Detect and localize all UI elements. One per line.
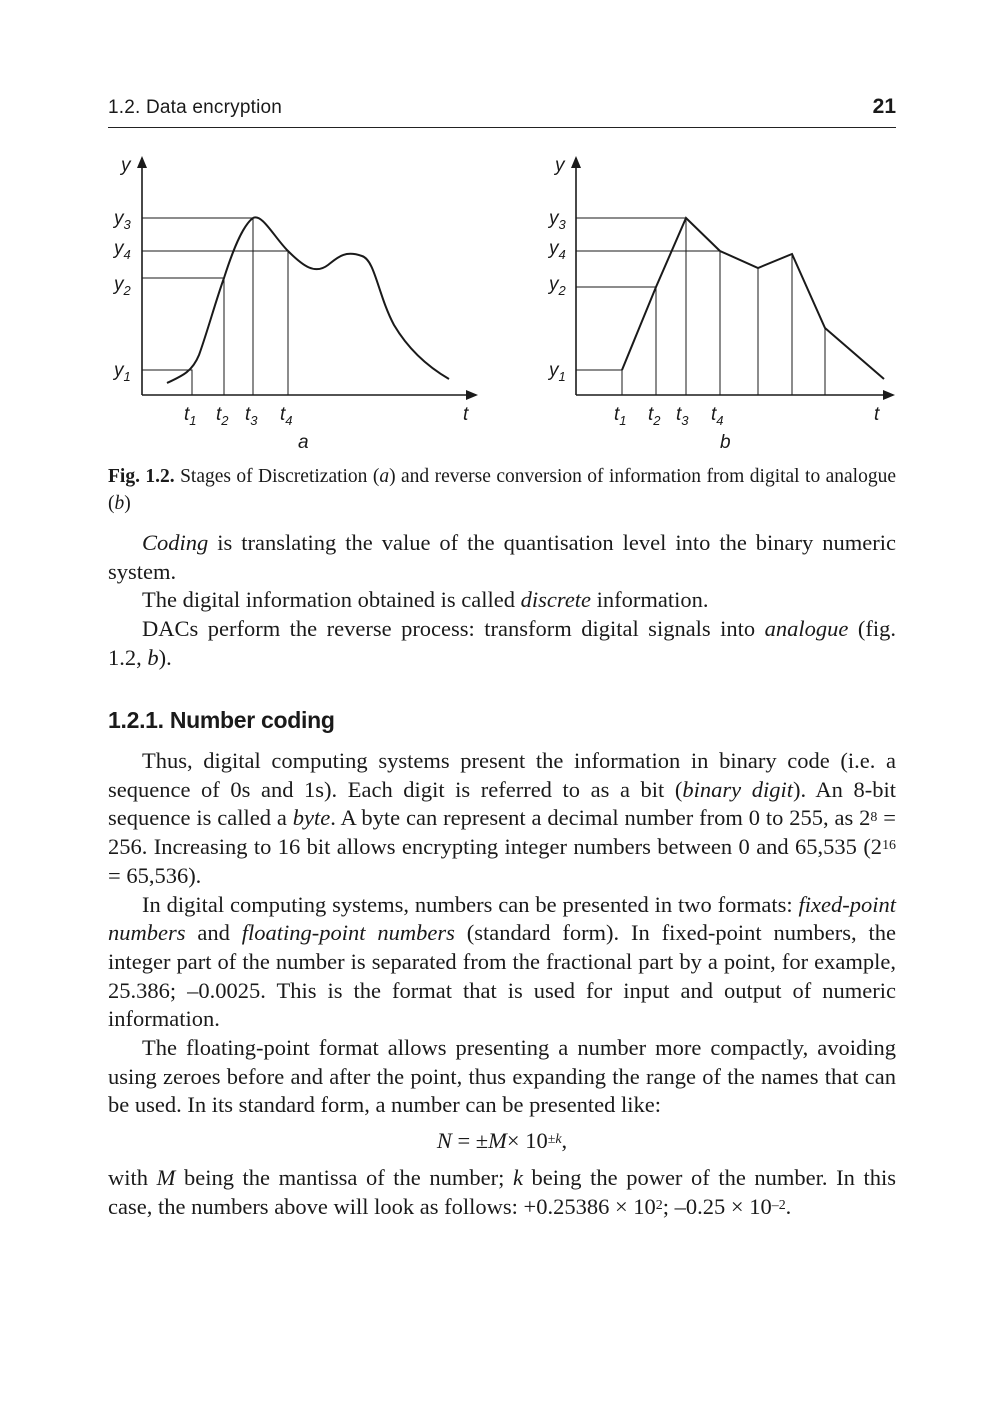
p7-d: ; –0.25 × 10: [662, 1193, 772, 1219]
analogue-signal-curve: [167, 217, 449, 383]
formula-times: × 10: [506, 1128, 548, 1154]
x-tick-t1-a: $t_1$: [184, 404, 197, 428]
caption-text-3: ): [124, 493, 131, 514]
panel-label-b: b: [720, 432, 731, 453]
section-heading: 1.2.1. Number coding: [108, 707, 335, 733]
paragraph-binary: [108, 747, 896, 891]
caption-text-2: ) and reverse conversion of information from digital to analogue (: [108, 466, 896, 514]
y-tick-y2-a: $y_2$: [114, 274, 131, 298]
intro-paragraphs: [108, 529, 896, 673]
p5-c: (standard form). In fixed-point numbers, the integer part of the number is separated from the fractional part by a point, for example, 25.386; –0.0025. This is the format that is used for input and output of numeric information.: [108, 920, 896, 1032]
panel-label-a: a: [298, 432, 309, 453]
paragraph-formats: [108, 891, 896, 1035]
formula-n: N: [436, 1128, 452, 1154]
y-tick-y3-b: $y_3$: [549, 208, 566, 232]
p7-m: M: [156, 1164, 176, 1190]
x-tick-t4-b: $t_4$: [711, 404, 724, 428]
p4-a: Thus, digital computing systems present the information in binary code (i.e. a sequence of 0s and 1s). Each digit is referred to as a bit (: [108, 748, 896, 802]
guide-y2-b: [576, 287, 656, 395]
p1-rest: is translating the value of the quantisation level into the binary numeric system.: [108, 530, 896, 584]
x-tick-t2-a: $t_2$: [216, 404, 229, 428]
p7-sup1: 2: [655, 1197, 663, 1213]
paragraph-coding: [108, 529, 896, 586]
guide-y3-b: [576, 218, 686, 395]
section-running-title: 1.2. Data encryption: [108, 97, 283, 118]
x-axis-label-a: t: [463, 404, 469, 425]
figure-1-2: [0, 140, 1000, 460]
chart-panel-a: [112, 155, 476, 453]
y-axis-label-b: y: [555, 155, 565, 176]
p4-d: = 256. Increasing to 16 bit allows encrypting integer numbers between 0 and 65,535 (2: [108, 805, 896, 860]
term-analogue: analogue: [764, 616, 849, 642]
p5-b: and: [185, 920, 242, 946]
p2-a: The digital information obtained is called: [142, 587, 521, 613]
formula: [108, 1127, 896, 1156]
p2-b: information.: [591, 587, 709, 613]
y-tick-y1-a: $y_1$: [114, 360, 131, 384]
p3-b-italic: b: [147, 644, 159, 670]
term-byte: byte: [292, 805, 331, 831]
y-tick-y2-b: $y_2$: [549, 274, 566, 298]
p4-c: . A byte can represent a decimal number from 0 to 255, as 2: [330, 805, 871, 831]
x-axis-label-b: t: [874, 404, 880, 425]
p3-a: DACs perform the reverse process: transform digital signals into: [142, 616, 765, 642]
caption-a: a: [379, 466, 390, 487]
y-tick-y1-b: $y_1$: [549, 360, 566, 384]
guide-y4-a: [142, 251, 288, 395]
caption-label: Fig. 1.2.: [108, 466, 175, 487]
y-tick-y4-b: $y_4$: [549, 238, 566, 262]
caption-b: b: [114, 493, 125, 514]
page-number: 21: [872, 95, 896, 118]
p7-e: .: [785, 1193, 792, 1219]
p7-sup2: –2: [771, 1197, 786, 1213]
guide-y2-a: [142, 278, 224, 395]
p7-k: k: [512, 1164, 523, 1190]
y-tick-y3-a: $y_3$: [114, 208, 131, 232]
p4-b: ). An 8-bit sequence is called a: [108, 776, 897, 831]
p5-a: In digital computing systems, numbers can be presented in two formats:: [142, 891, 799, 917]
formula-mid: = ±: [451, 1128, 489, 1154]
paragraph-dacs: [108, 615, 896, 672]
figure-caption: [108, 463, 896, 517]
caption-text-1: Stages of Discretization (: [174, 466, 380, 487]
x-tick-t4-a: $t_4$: [280, 404, 293, 428]
reconstructed-signal-polyline: [622, 218, 884, 379]
formula-exponent: ±k: [547, 1132, 562, 1148]
formula-end: ,: [561, 1128, 568, 1154]
p3-c: ).: [158, 644, 172, 670]
guide-y4-b: [576, 251, 720, 395]
formula-m: M: [488, 1128, 507, 1154]
paragraph-mantissa: [108, 1164, 896, 1221]
figure-svg: [0, 140, 1000, 460]
p4-sup1: 8: [870, 809, 878, 825]
chart-panel-b: [547, 155, 893, 453]
term-binary-digit: binary digit: [682, 776, 793, 802]
term-floating-point: floating-point numbers: [241, 920, 455, 946]
y-tick-y4-a: $y_4$: [114, 238, 131, 262]
paragraph-discrete: [108, 586, 896, 615]
paragraph-floating: The floating-point format allows presenting a number more compactly, avoiding using zeroes before and after the point, thus expanding the range of the names that can be used. In its standard form, a number can be presented like:: [108, 1035, 896, 1118]
p7-c: being the power of the number. In this case, the numbers above will look as follows: +0.25386 × 10: [108, 1164, 896, 1219]
y-axis-label-a: y: [121, 155, 131, 176]
section-body: [108, 747, 896, 1221]
x-tick-t3-b: $t_3$: [676, 404, 689, 428]
p4-e: = 65,536).: [108, 862, 202, 888]
term-coding: Coding: [142, 530, 209, 555]
p4-sup2: 16: [882, 838, 896, 854]
x-tick-t3-a: $t_3$: [245, 404, 258, 428]
p3-b: (fig. 1.2,: [108, 616, 896, 670]
term-fixed-point: fixed-point numbers: [108, 891, 896, 946]
p7-a: with: [108, 1164, 157, 1190]
x-tick-t2-b: $t_2$: [648, 404, 661, 428]
guide-y1-b: [576, 370, 622, 395]
p7-b: being the mantissa of the number;: [175, 1164, 513, 1190]
running-head: [108, 95, 896, 128]
term-discrete: discrete: [520, 587, 592, 613]
x-tick-t1-b: $t_1$: [614, 404, 627, 428]
